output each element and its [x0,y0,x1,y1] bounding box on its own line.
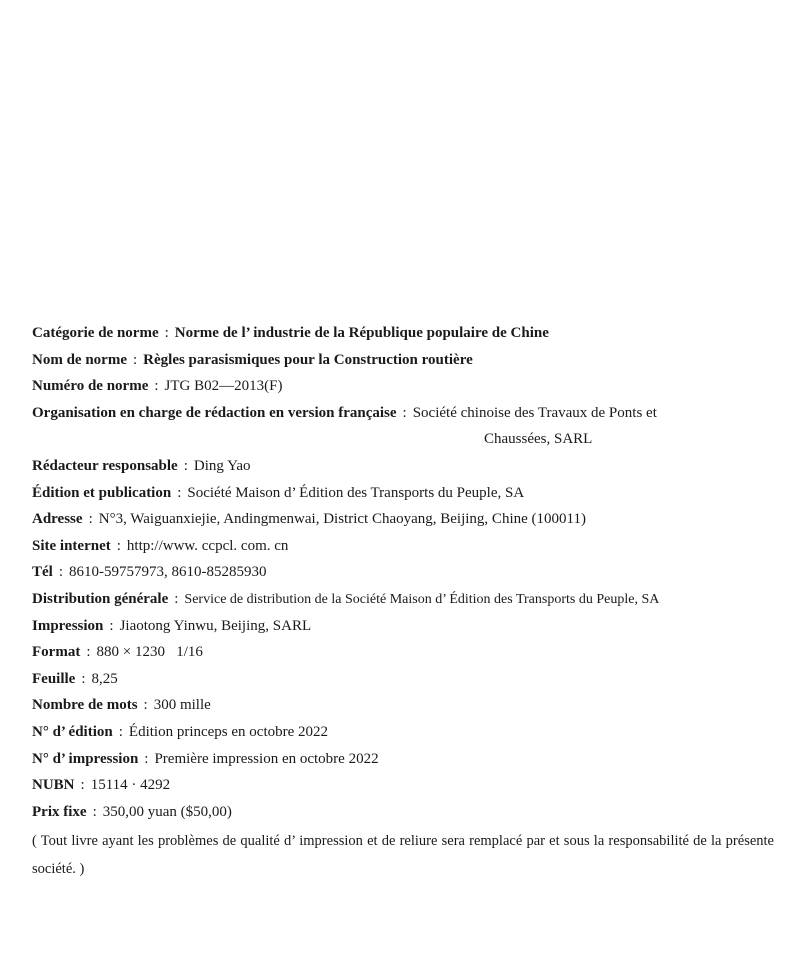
entry-nubn [32,772,777,799]
entry-distribution [32,586,777,613]
entry-label: Feuille [32,670,76,687]
entry-feuille [32,666,777,693]
separator: : [174,590,179,607]
entry-label: Adresse [32,511,83,528]
separator: : [88,511,93,528]
entry-value: Ding Yao [193,457,251,474]
entry-numero-impression [32,746,777,773]
entry-adresse [32,506,777,533]
entry-tel [32,559,777,586]
entry-value: Édition princeps en octobre 2022 [128,723,329,740]
entry-value: N°3, Waiguanxiejie, Andingmenwai, District Chaoyang, Beijing, Chine (100011) [98,511,586,528]
separator: : [58,564,64,581]
entry-label: Impression [32,617,104,634]
entry-label: Nombre de mots [32,697,138,714]
separator: : [132,351,138,368]
replacement-notice: ( Tout livre ayant les problèmes de qualité d’ impression et de reliure sera remplacé par et sous la responsabilité de la présente société. ) [32,833,774,878]
separator: : [143,697,148,714]
entry-value: Règles parasismiques pour la Construction routière [143,351,473,368]
entry-organisation-continued [32,426,777,453]
entry-label: Rédacteur responsable [32,457,178,474]
entry-value: Société chinoise des Travaux de Ponts et [412,404,657,421]
separator: : [154,378,159,395]
separator: : [81,670,86,687]
separator: : [177,484,182,501]
entry-value: 350,00 yuan ($50,00) [102,803,232,820]
separator: : [109,617,114,634]
entry-numero-edition [32,719,777,746]
entry-value: Première impression en octobre 2022 [154,750,379,767]
entry-label: Édition et publication [32,484,172,501]
separator: : [164,325,169,341]
entry-label: Organisation en charge de rédaction en version française [32,404,397,421]
entry-label: Nom de norme [32,351,127,368]
entry-categorie [32,320,777,347]
entry-impression [32,613,777,640]
separator: : [116,537,121,554]
separator: : [118,723,123,740]
entry-numero [32,373,777,400]
separator: : [183,457,188,474]
entry-value: 880 × 1230 1/16 [96,644,203,661]
entry-value: 8,25 [91,670,118,687]
entry-value: 8610-59757973, 8610-85285930 [69,564,267,581]
separator: : [92,803,97,820]
entry-format [32,639,777,666]
entry-value: Jiaotong Yinwu, Beijing, SARL [119,617,312,634]
entry-label: Prix fixe [32,803,87,820]
entry-organisation [32,400,777,427]
entry-redacteur [32,453,777,480]
entry-value: Norme de l’ industrie de la République populaire de Chine [174,325,549,341]
entry-label: Numéro de norme [32,378,149,395]
entry-value: Service de distribution de la Société Maison d’ Édition des Transports du Peuple, SA [184,591,660,607]
entry-value: http://www. ccpcl. com. cn [126,537,289,554]
separator: : [402,404,407,421]
entry-label: NUBN [32,777,75,794]
entry-label: N° d’ édition [32,723,113,740]
entry-prix-fixe [32,799,777,826]
entry-nombre-mots [32,692,777,719]
entry-nom [32,347,777,374]
entry-label: Format [32,644,81,661]
entry-label: Site internet [32,537,111,554]
entry-label: Catégorie de norme [32,325,159,341]
separator: : [80,777,85,794]
entry-value: 300 mille [153,697,211,714]
entry-value: 15114 · 4292 [90,777,171,794]
entry-label: N° d’ impression [32,750,139,767]
entry-label: Distribution générale [32,590,169,607]
entry-value: JTG B02—2013(F) [164,378,283,395]
entry-site-internet [32,533,777,560]
entry-label: Tél [32,564,53,581]
separator: : [86,644,91,661]
entry-value: Chaussées, SARL [484,431,593,448]
colophon-block [32,320,777,883]
entry-edition-publication [32,480,777,507]
separator: : [144,750,149,767]
entry-value: Société Maison d’ Édition des Transports du Peuple, SA [187,484,525,501]
